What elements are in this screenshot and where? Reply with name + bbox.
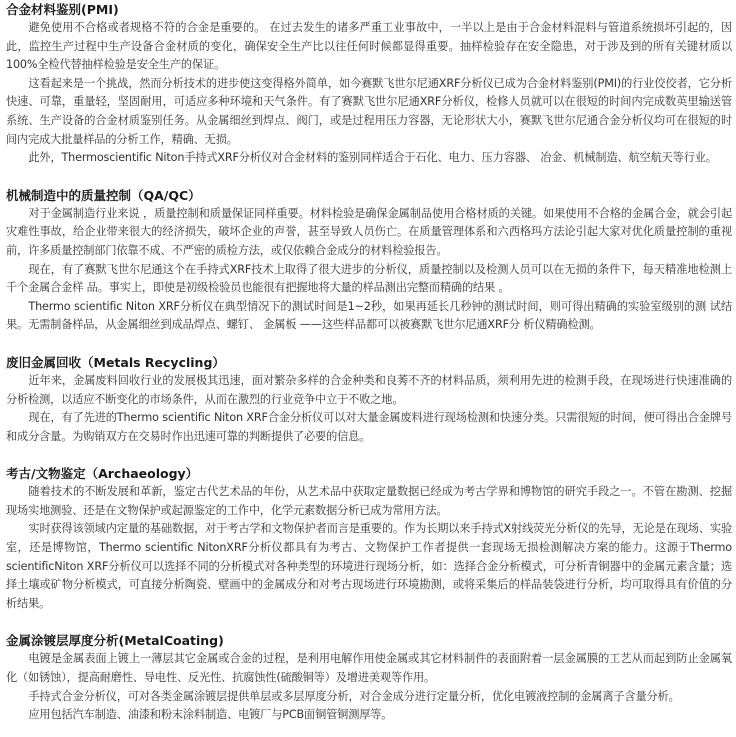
section-heading: 合金材料鉴别(PMI) xyxy=(6,2,119,17)
paragraph: 手持式合金分析仪，可对各类金属涂镀层提供单层或多层厚度分析，对合金成分进行定量分析，优化电镀液控制的金属离子含量分析。 xyxy=(28,689,680,703)
section-qaqc xyxy=(6,186,732,335)
section-spacer xyxy=(6,335,732,353)
paragraph: 电镀是金属表面上镀上一薄层其它金属或合金的过程，是利用电解作用使金属或其它材料制件的表面附着一层金属膜的工艺从而起到防止金属氧化（如锈蚀），提高耐磨性、导电性、反光性、抗腐蚀性(硫酸铜等）及增进美观等作用。 xyxy=(6,652,732,685)
section-coating xyxy=(6,631,732,724)
section-heading: 金属涂镀层厚度分析(MetalCoating) xyxy=(6,633,224,649)
paragraph: 此外，Thermoscientific Niton手持式XRF分析仪对合金材料的鉴别同样适合于石化、电力、压力容器、 冶金、机械制造、航空航天等行业。 xyxy=(28,151,717,165)
section-heading: 考古/文物鉴定（Archaeology） xyxy=(6,466,199,482)
section-spacer xyxy=(6,613,732,631)
section-archaeology xyxy=(6,464,732,613)
paragraph: 这看起来是一个挑战，然而分析技术的进步使这变得格外简单，如今赛默飞世尔尼通XRF分析仪已成为合金材料鉴别(PMI)的行业佼佼者，它分析快速、可靠，重量轻，坚固耐用，可适应多种环境和天气条件。有了赛默飞世尔尼通XRF分析仪，检修人员就可以在很短的时间内完成数英里输送管系统、生产设备的合金材质鉴别任务。从金属细丝到焊点、阀门，或是过程用压力容器，无论形状大小，赛默飞世尔尼通合金分析仪均可在很短的时间内完成大批量样品的分析工作，精确、无损。 xyxy=(6,76,732,146)
section-pmi xyxy=(6,0,732,168)
paragraph: 现在，有了赛默飞世尔尼通这个在手持式XRF技术上取得了很大进步的分析仪，质量控制以及检测人员可以在无损的条件下，每天精准地检测上千个金属合金样 品。事实上，即使是初级检验员也能很有把握地将大量的样品测出完整而精确的结果 。 xyxy=(6,262,732,295)
paragraph: 近年来，金属废料回收行业的发展极其迅速，面对繁杂多样的合金种类和良莠不齐的材料品质，须利用先进的检测手段，在现场进行快速准确的分析检测，以适应不断变化的市场条件，从而在激烈的行业竞争中立于不败之地。 xyxy=(6,373,732,406)
paragraph: 随着技术的不断发展和革新，鉴定古代艺术品的年份，从艺术品中获取定量数据已经成为考古学界和博物馆的研究手段之一。不管在勘测、挖掘现场实地测验、还是在文物保护或起源鉴定的工作中，化学元素数据分析已成为常用方法。 xyxy=(6,485,732,517)
paragraph: 避免使用不合格或者规格不符的合金是重要的。 在过去发生的诸多严重工业事故中，一半以上是由于合金材料混料与管道系统损坏引起的，因此，监控生产过程中生产设备合金材质的变化，确保安全生产比以往任何时候都显得重要。抽样检验存在安全隐患，对于涉及到的所有关键材质以100%全检代替抽样检验是安全生产的保证。 xyxy=(6,21,732,72)
paragraph: 现在，有了先进的Thermo scientific Niton XRF合金分析仪可以对大量金属废料进行现场检测和快速分类。只需很短的时间，便可得出合金牌号和成分含量。为购销双方在交易时作出迅速可靠的判断提供了必要的信息。 xyxy=(6,411,732,443)
section-heading: 机械制造中的质量控制（QA/QC） xyxy=(6,187,201,203)
paragraph: 对于金属制造行业来说 ，质量控制和质量保证同样重要。材料检验是确保金属制品使用合格材质的关键。如果使用不合格的金属合金，就会引起灾难性事故，给企业带来很大的经济损失，破坏企业的声誉，甚至导致人员伤亡。在质量管理体系和六西格玛方法论引起大家对优化质量控制的重视前，许多质量控制部门依靠不成、不严密的质检方法，或仅依赖合金成分的材料检验报告。 xyxy=(6,206,732,257)
section-heading: 废旧金属回收（Metals Recycling） xyxy=(6,354,225,370)
paragraph: Thermo scientific Niton XRF分析仪在典型情况下的测试时间是1~2秒，如果再延长几秒钟的测试时间，则可得出精确的实验室级别的测 试结果。无需制备样品，从金属细丝到成品焊点、螺钉、 金属板 ——这些样品都可以被赛默飞世尔尼通XRF分 析仪精确检测。 xyxy=(6,299,732,332)
paragraph: 应用包括汽车制造、油漆和粉末涂料制造、电镀厂与PCB面铜管铜测厚等。 xyxy=(28,708,393,722)
section-spacer xyxy=(6,168,732,186)
section-recycling xyxy=(6,353,732,446)
section-spacer xyxy=(6,446,732,464)
paragraph: 实时获得该领域内定量的基础数据，对于考古学和文物保护者而言是重要的。作为长期以来手持式X射线荧光分析仪的先导，无论是在现场、实验室，还是博物馆，Thermo scientific NitonXRF分析仪都具有为考古、文物保护工作者提供一套现场无损检测解决方案的能力。这源于Thermo scientificNiton XRF分析仪可以选择不同的分析模式对各种类型的环境进行现场分析，如：选择合金分析模式，可分析青铜器中的金属元素含量；选择土壤或矿物分析模式，可直接分析陶瓷、壁画中的金属成分和对考古现场进行环境勘测，或将采集后的样品装袋进行分析，均可取得具有价值的分析结果。 xyxy=(6,522,732,610)
